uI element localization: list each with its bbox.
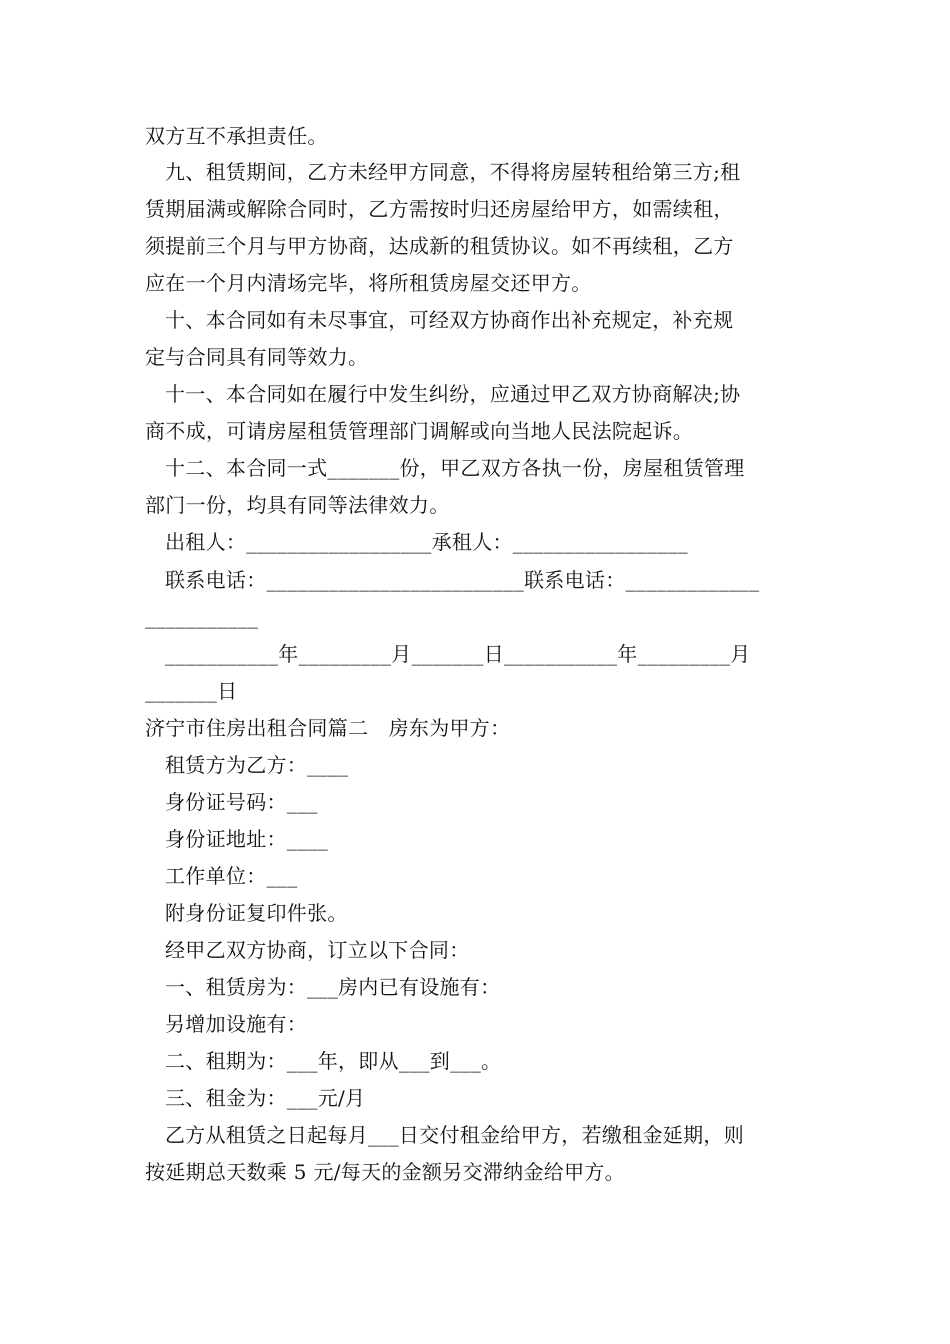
clause-1: 一、租赁房为：___房内已有设施有： [165, 975, 501, 999]
agreement-intro: 经甲乙双方协商，订立以下合同： [165, 938, 470, 962]
section-title: 济宁市住房出租合同篇二 房东为甲方： [145, 716, 511, 740]
additional-facilities: 另增加设施有： [165, 1012, 308, 1036]
payment-line-2: 按延期总天数乘 5 元/每天的金额另交滞纳金给甲方。 [145, 1160, 625, 1184]
clause-10-line-2: 定与合同具有同等效力。 [145, 345, 369, 369]
clause-2: 二、租期为：___年，即从___到___。 [165, 1049, 502, 1073]
tenant-field: 租赁方为乙方：____ [165, 753, 349, 777]
date-line-continued: _______日 [145, 679, 238, 703]
phone-line: 联系电话：_________________________联系电话：_____________ [165, 568, 760, 592]
clause-9-line-1: 九、租赁期间，乙方未经甲方同意，不得将房屋转租给第三方;租 [165, 160, 741, 184]
employer-field: 工作单位：___ [165, 864, 298, 888]
clause-3: 三、租金为：___元/月 [165, 1086, 366, 1110]
clause-9-line-3: 须提前三个月与甲方协商，达成新的租赁协议。如不再续租，乙方 [145, 234, 734, 258]
clause-11-line-2: 商不成，可请房屋租赁管理部门调解或向当地人民法院起诉。 [145, 419, 694, 443]
id-address-field: 身份证地址：____ [165, 827, 328, 851]
clause-11-line-1: 十一、本合同如在履行中发生纠纷，应通过甲乙双方协商解决;协 [165, 382, 741, 406]
id-number-field: 身份证号码：___ [165, 790, 318, 814]
signature-line: 出租人：__________________承租人：_________________ [165, 530, 688, 554]
date-line: ___________年_________月_______日___________年_________月 [165, 642, 751, 666]
clause-12-line-1: 十二、本合同一式_______份，甲乙双方各执一份，房屋租赁管理 [165, 456, 745, 480]
payment-line-1: 乙方从租赁之日起每月___日交付租金给甲方，若缴租金延期，则 [165, 1123, 744, 1147]
text-line: 双方互不承担责任。 [145, 124, 328, 148]
clause-10-line-1: 十、本合同如有未尽事宜，可经双方协商作出补充规定，补充规 [165, 308, 734, 332]
clause-9-line-2: 赁期届满或解除合同时，乙方需按时归还房屋给甲方，如需续租， [145, 197, 734, 221]
phone-line-continued: ___________ [145, 605, 259, 629]
clause-12-line-2: 部门一份，均具有同等法律效力。 [145, 493, 450, 517]
id-copy-note: 附身份证复印件张。 [165, 901, 348, 925]
clause-9-line-4: 应在一个月内清场完毕，将所租赁房屋交还甲方。 [145, 271, 592, 295]
